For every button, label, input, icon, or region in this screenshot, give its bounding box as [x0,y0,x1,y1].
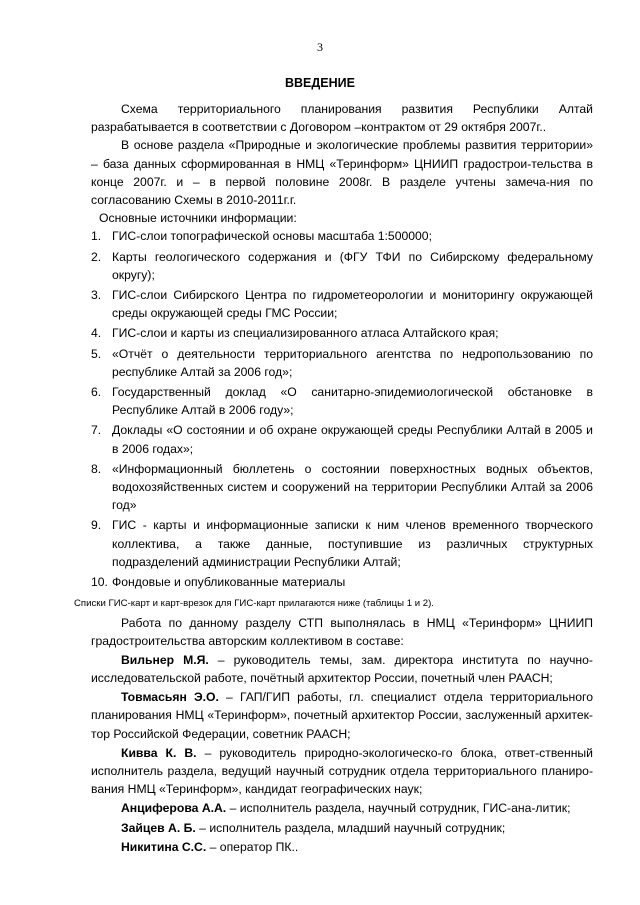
source-item [91,345,593,381]
team-member [91,799,593,817]
source-number: 3. [91,288,102,303]
source-item [91,248,593,284]
source-text: ГИС-слои топографической основы масштаба 1:500000; [112,229,432,244]
intro-paragraph-2: В основе раздела «Природные и экологические проблемы развития территории» – база данных сформированная в НМЦ «Теринформ» ЦНИИП градострои-тельства в конце 2007г. и – в первой половине 2008г. В разделе учтены замеча-ния по согласованию Схемы в 2010-2011г.г. [91,138,593,208]
source-number: 1. [91,229,102,244]
source-text: «Информационный бюллетень о состоянии поверхностных водных объектов, водохозяйственных систем и сооружений на территории Республики Алтай за 2006 год» [112,461,593,513]
source-text: Доклады «О состоянии и об охране окружающей среды Республики Алтай в 2005 и в 2006 годах»; [112,423,593,456]
source-number: 6. [91,385,102,400]
member-name: Никитина С.С. [121,839,207,854]
source-text: «Отчёт о деятельности территориального агентства по недропользованию по республике Алтай за 2006 год»; [112,346,593,379]
member-name: Вильнер М.Я. [121,652,209,667]
member-name: Кивва К. В. [121,745,197,760]
source-item [91,227,593,245]
member-role: – исполнитель раздела, младший научный сотрудник; [195,820,506,835]
source-item [91,573,593,591]
source-item [91,516,593,571]
source-number: 7. [91,423,102,438]
member-role: – руководитель темы, зам. директора института по научно-исследовательской работе, почётный архитектор России, почетный член РААСН; [91,652,593,685]
source-text: ГИС-слои и карты из специализированного атласа Алтайского края; [112,326,499,341]
member-role: – оператор ПК.. [206,839,299,854]
member-name: Товмасьян Э.О. [121,690,219,705]
source-text: Государственный доклад «О санитарно-эпидемиологической обстановке в Республике Алтай в 2006 году»; [112,385,593,418]
source-item [91,383,593,419]
source-item [91,460,593,515]
source-text: Фондовые и опубликованные материалы [112,575,346,590]
source-item [91,421,593,457]
member-name: Зайцев А. Б. [121,820,196,835]
team-member [91,819,593,837]
member-name: Анциферова А.А. [121,801,227,816]
document-body [74,100,594,857]
source-text: ГИС - карты и информационные записки к ним членов временного творческого коллектива, а также данные, поступившие из различных структурных подразделений администрации Республики Алтай; [112,518,593,569]
source-number: 5. [91,346,102,361]
source-item [91,324,593,342]
source-text: Карты геологического содержания и (ФГУ ТФИ по Сибирскому федеральному округу); [112,249,593,282]
team-intro: Работа по данному разделу СТП выполнялась в НМЦ «Теринформ» ЦНИИП градостроительства авторским коллективом в составе: [91,616,593,649]
source-number: 4. [91,326,102,341]
member-role: – исполнитель раздела, научный сотрудник, ГИС-ана-литик; [226,801,571,816]
member-role: – руководитель природно-экологическо-го блока, ответ-ственный исполнитель раздела, ведущий научный сотрудник отдела территориального планиро-вания НМЦ «Теринформ», кандидат географических наук; [91,745,593,797]
member-role: – ГАП/ГИП работы, гл. специалист отдела территориального планирования НМЦ «Теринформ», почетный архитектор России, заслуженный архитек-тор Российской Федерации, советник РААСН; [91,690,594,741]
team-member [91,744,593,799]
source-number: 10. [91,575,108,590]
source-text: ГИС-слои Сибирского Центра по гидрометеорологии и мониторингу окружающей среды окружающей среды ГМС России; [112,288,593,321]
team-member [91,838,593,856]
tables-note: Списки ГИС-карт и карт-врезок для ГИС-карт прилагаются ниже (таблицы 1 и 2). [74,598,434,610]
sources-list [91,227,593,591]
source-item [91,286,593,322]
source-number: 2. [91,249,102,264]
team-member [91,651,593,687]
page-number: 3 [317,40,323,54]
source-number: 8. [91,461,102,476]
intro-paragraph-1: Схема территориального планирования развития Республики Алтай разрабатывается в соответствии с Договором –контрактом от 29 октября 2007г.. [91,102,593,135]
source-number: 9. [91,518,102,533]
page-title: ВВЕДЕНИЕ [285,76,355,90]
sources-title: Основные источники информации: [99,211,297,226]
team-member [91,688,593,743]
